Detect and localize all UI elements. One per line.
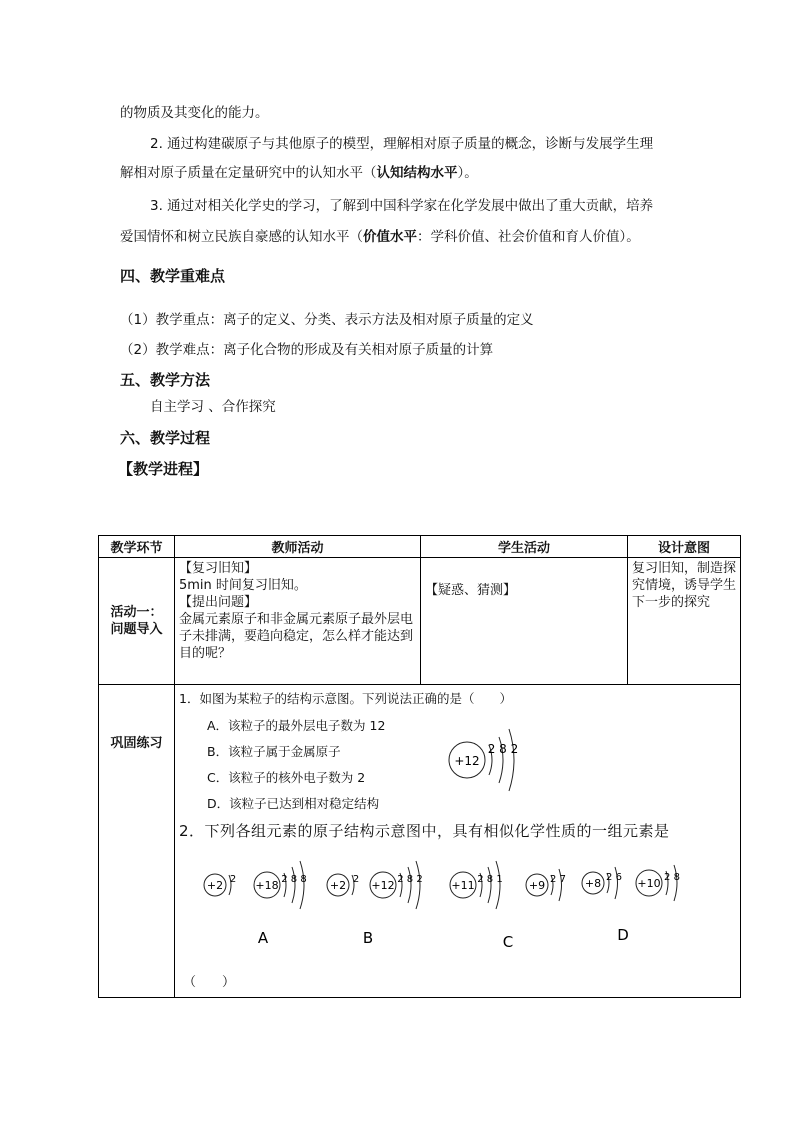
atom-diagram-q1 xyxy=(449,729,518,791)
electron-shells: 2 xyxy=(229,874,237,885)
question-1-stem: 1．如图为某粒子的结构示意图。下列说法正确的是（ ） xyxy=(179,691,512,706)
teacher-review-label: 【复习旧知】 xyxy=(179,561,258,576)
nucleus-charge: +9 xyxy=(528,879,546,892)
objective-3-end: ：学科价值、社会价值和育人价值）。 xyxy=(417,229,640,245)
objective-3-line-2 xyxy=(120,228,640,246)
question-1-option-d: D．该粒子已达到相对稳定结构 xyxy=(207,796,380,811)
question-1-atom-diagram xyxy=(443,723,533,803)
nucleus-charge: +12 xyxy=(454,754,480,768)
teacher-question-label: 【提出问题】 xyxy=(179,595,258,610)
atom-diagram xyxy=(582,867,622,899)
section-4-heading: 四、教学重难点 xyxy=(120,267,226,285)
electron-shells: 2 8 2 xyxy=(487,742,519,756)
section-6-heading: 六、教学过程 xyxy=(120,429,211,447)
lesson-table xyxy=(98,535,741,998)
nucleus-charge: +2 xyxy=(206,879,224,892)
nucleus-charge: +2 xyxy=(329,879,347,892)
practice-cell xyxy=(175,685,741,998)
header-stage: 教学环节 xyxy=(99,536,175,558)
objective-2-line-2 xyxy=(120,164,478,182)
atom-diagram xyxy=(526,869,566,901)
question-2-stem: 2．下列各组元素的原子结构示意图中，具有相似化学性质的一组元素是 xyxy=(179,822,670,840)
difficult-point: （2）教学难点：离子化合物的形成及有关相对原子质量的计算 xyxy=(120,342,494,358)
option-letter-a: A xyxy=(257,929,269,947)
header-student: 学生活动 xyxy=(421,536,628,558)
atom-diagram xyxy=(254,861,307,909)
option-letter-c: C xyxy=(502,933,514,951)
atom-diagram xyxy=(450,861,503,909)
intro-line-1: 的物质及其变化的能力。 xyxy=(120,105,269,121)
electron-shells: 2 8 2 xyxy=(397,874,423,885)
atom-diagram xyxy=(636,865,680,901)
electron-shells: 2 6 xyxy=(606,872,622,883)
objective-3-line-1: 3. 通过对相关化学史的学习，了解到中国科学家在化学发展中做出了重大贡献，培养 xyxy=(150,198,654,214)
table-row xyxy=(99,558,741,685)
header-intent: 设计意图 xyxy=(628,536,741,558)
stage-cell xyxy=(99,685,175,998)
design-intent-cell xyxy=(628,558,741,685)
electron-shells: 2 8 xyxy=(664,872,680,883)
section-5-heading: 五、教学方法 xyxy=(120,371,211,389)
stage-label: 巩固练习 xyxy=(110,736,163,751)
practice-content xyxy=(175,685,740,997)
nucleus-charge: +18 xyxy=(255,879,279,892)
option-letter-d: D xyxy=(617,926,629,944)
teacher-question-text: 金属元素原子和非金属元素原子最外层电子未排满，要趋向稳定，怎么样才能达到目的呢？ xyxy=(179,612,414,661)
student-activity-cell xyxy=(421,558,628,685)
question-2-atom-diagrams xyxy=(175,845,794,955)
stage-cell xyxy=(99,558,175,685)
question-1-option-c: C．该粒子的核外电子数为 2 xyxy=(207,770,366,785)
teaching-progress-heading: 【教学进程】 xyxy=(118,460,209,478)
nucleus-charge: +10 xyxy=(637,877,661,890)
teaching-method: 自主学习 、合作探究 xyxy=(150,399,276,415)
nucleus-charge: +8 xyxy=(584,877,602,890)
objective-2-line-1: 2. 通过构建碳原子与其他原子的模型，理解相对原子质量的概念，诊断与发展学生理 xyxy=(150,136,654,152)
objective-3-level: 价值水平 xyxy=(363,229,417,245)
objective-3-text: 爱国情怀和树立民族自豪感的认知水平（ xyxy=(120,229,363,245)
atom-diagram xyxy=(204,874,236,896)
objective-2-text: 解相对原子质量在定量研究中的认知水平（ xyxy=(120,165,377,181)
key-point: （1）教学重点：离子的定义、分类、表示方法及相对原子质量的定义 xyxy=(120,312,534,328)
student-activity-text: 【疑惑、猜测】 xyxy=(425,583,517,598)
question-1-option-a: A．该粒子的最外层电子数为 12 xyxy=(207,718,386,733)
option-letter-b: B xyxy=(362,929,374,947)
atom-diagram xyxy=(327,874,359,896)
electron-shells: 2 8 1 xyxy=(477,874,503,885)
electron-shells: 2 7 xyxy=(550,874,566,885)
stage-label: 活动一：问题导入 xyxy=(110,605,163,637)
atom-diagram xyxy=(370,861,423,909)
question-2-answer-blank: （ ） xyxy=(183,975,236,990)
electron-shells: 2 8 8 xyxy=(281,874,307,885)
teacher-activity-cell xyxy=(175,558,421,685)
table-row xyxy=(99,685,741,998)
question-1-option-b: B．该粒子属于金属原子 xyxy=(207,744,341,759)
objective-2-end: ）。 xyxy=(457,165,478,181)
nucleus-charge: +12 xyxy=(371,879,395,892)
table-header-row xyxy=(99,536,741,558)
header-teacher: 教师活动 xyxy=(175,536,421,558)
electron-shells: 2 xyxy=(352,874,360,885)
teacher-review-text: 5min 时间复习旧知。 xyxy=(179,578,307,593)
design-intent-text: 复习旧知，制造探究情境，诱导学生下一步的探究 xyxy=(632,561,737,610)
objective-2-level: 认知结构水平 xyxy=(376,165,458,181)
nucleus-charge: +11 xyxy=(451,879,475,892)
